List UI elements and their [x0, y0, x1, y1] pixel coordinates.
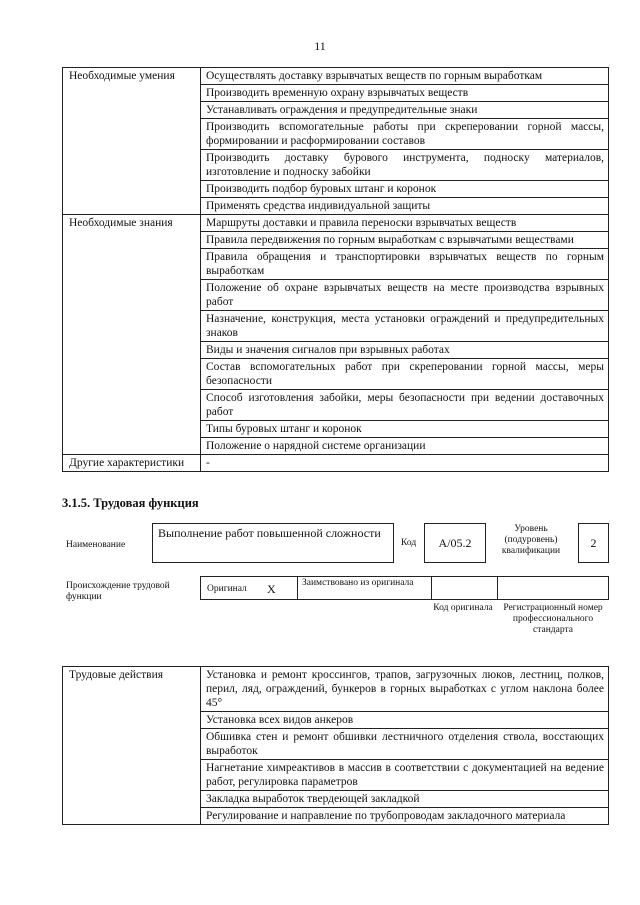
row-group-label: Другие характеристики: [63, 455, 201, 472]
origin-divider-3: [497, 577, 498, 599]
origin-label: Происхождение трудовой функции: [66, 581, 170, 602]
code-label: Код: [401, 538, 417, 548]
table-cell: Виды и значения сигналов при взрывных работах: [201, 342, 609, 359]
table-cell: Правила передвижения по горным выработкам с взрывчатыми веществами: [201, 232, 609, 249]
table-row: [63, 455, 609, 472]
table-cell: Осуществлять доставку взрывчатых веществ по горным выработкам: [201, 68, 609, 85]
code-value: А/05.2: [438, 536, 472, 550]
table-cell: Состав вспомогательных работ при скреперовании горной массы, меры безопасности: [201, 359, 609, 390]
table-cell: Назначение, конструкция, места установки ограждений и предупредительных знаков: [201, 311, 609, 342]
table-cell: Установка всех видов анкеров: [201, 712, 609, 729]
section-heading: 3.1.5. Трудовая функция: [62, 496, 199, 510]
level-box: [578, 523, 609, 563]
row-group-label: Трудовые действия: [63, 667, 201, 825]
skills-knowledge-table: [62, 67, 609, 472]
name-label: Наименование: [66, 540, 126, 550]
table-cell: -: [201, 455, 609, 472]
reg-number-caption: Регистрационный номер профессионального стандарта: [503, 603, 603, 635]
origin-divider-1: [297, 577, 298, 599]
origin-divider-2: [431, 577, 432, 599]
table-row: [63, 667, 609, 712]
table-cell: Регулирование и направление по трубопроводам закладочного материала: [201, 808, 609, 825]
code-box: [424, 523, 486, 563]
level-value: 2: [590, 536, 597, 550]
original-label: Оригинал: [207, 584, 247, 594]
level-label: Уровень (подуровень) квалификации: [501, 524, 561, 556]
table-cell: Типы буровых штанг и коронок: [201, 421, 609, 438]
labor-actions-table: [62, 666, 609, 825]
table-cell: Производить временную охрану взрывчатых веществ: [201, 85, 609, 102]
row-group-label: Необходимые знания: [63, 215, 201, 455]
function-name-value: Выполнение работ повышенной сложности: [158, 526, 381, 540]
table-cell: Производить подбор буровых штанг и коронок: [201, 181, 609, 198]
table-cell: Устанавливать ограждения и предупредительные знаки: [201, 102, 609, 119]
page-number: 11: [314, 39, 326, 53]
table-cell: Обшивка стен и ремонт обшивки лестничного отделения ствола, восстающих выработок: [201, 729, 609, 760]
row-group-label: Необходимые умения: [63, 68, 201, 215]
table-cell: Применять средства индивидуальной защиты: [201, 198, 609, 215]
table-cell: Закладка выработок твердеющей закладкой: [201, 791, 609, 808]
table-cell: Положение об охране взрывчатых веществ на месте производства взрывных работ: [201, 280, 609, 311]
table-cell: Производить вспомогательные работы при скреперовании горной массы, формировании и расформировании составов: [201, 119, 609, 150]
table-cell: Нагнетание химреактивов в массив в соответствии с документацией на ведение работ, регулировка параметров: [201, 760, 609, 791]
origin-box: [200, 576, 609, 600]
table-cell: Маршруты доставки и правила переноски взрывчатых веществ: [201, 215, 609, 232]
table-row: [63, 215, 609, 232]
origin-code-caption: Код оригинала: [433, 603, 493, 613]
table-cell: Установка и ремонт кроссингов, трапов, загрузочных люков, лестниц, полков, перил, ляд, ограждений, бункеров в горных выработках с углом наклона более 45°: [201, 667, 609, 712]
table-cell: Производить доставку бурового инструмента, подноску материалов, изготовление и подноску забойки: [201, 150, 609, 181]
table-cell: Положение о нарядной системе организации: [201, 438, 609, 455]
original-mark: X: [267, 582, 276, 596]
function-name-box: [152, 523, 394, 563]
table-row: [63, 68, 609, 85]
table-cell: Правила обращения и транспортировки взрывчатых веществ по горным выработкам: [201, 249, 609, 280]
borrowed-label: Заимствовано из оригинала: [302, 578, 414, 588]
table-cell: Способ изготовления забойки, меры безопасности при ведении доставочных работ: [201, 390, 609, 421]
